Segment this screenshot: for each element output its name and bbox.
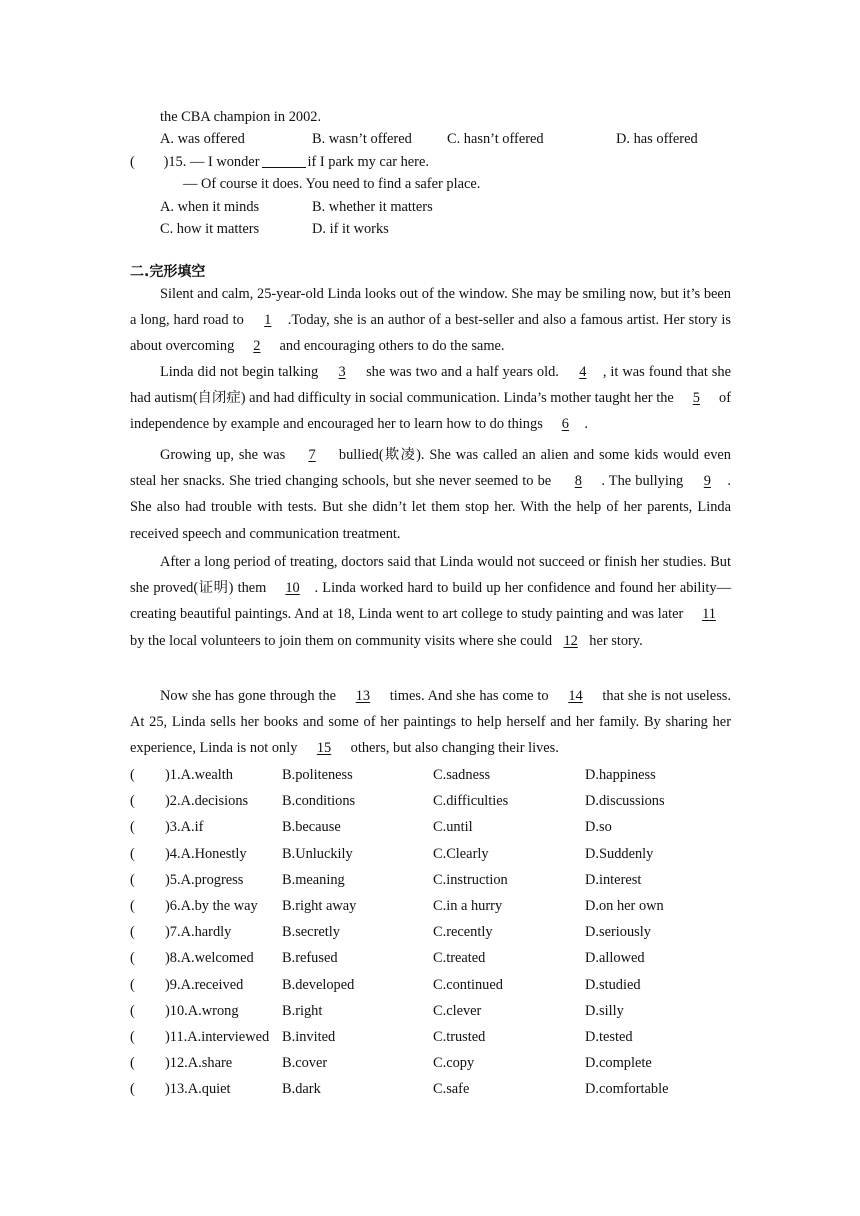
q15-option-a: A. when it minds <box>160 199 260 215</box>
blank-4: 4 <box>579 364 587 380</box>
q15-stem <box>130 153 429 171</box>
q14-option-d: D. has offered <box>616 131 698 147</box>
choice-option-d: D.tested <box>585 1029 633 1045</box>
choice-option-d: D.discussions <box>585 793 665 810</box>
choice-option-a: )13.A.quiet <box>165 1081 231 1098</box>
q15-option-d: D. if it works <box>312 221 389 237</box>
blank-13: 13 <box>355 688 371 704</box>
choice-option-c: C.trusted <box>433 1029 486 1045</box>
choice-paren: ( <box>130 1081 135 1098</box>
blank-3: 3 <box>338 364 346 380</box>
q14-option-b: B. wasn’t offered <box>312 131 412 147</box>
passage-text: bullied(欺凌). She was called an alien and some kids would even steal her snacks. She tried changing schools, but she never seemed to be <box>130 447 731 490</box>
choice-option-a: )1.A.wealth <box>165 767 233 783</box>
passage-text: by the local volunteers to join them on community visits where she could <box>130 632 556 649</box>
choice-option-d: D.on her own <box>585 898 664 914</box>
choice-option-b: B.developed <box>282 976 355 993</box>
choice-option-c: C.Clearly <box>433 845 489 862</box>
choice-option-a: )7.A.hardly <box>165 924 232 941</box>
choice-paren: ( <box>130 976 135 993</box>
choice-option-c: C.instruction <box>433 871 508 888</box>
blank-1: 1 <box>264 312 272 329</box>
choice-option-c: C.safe <box>433 1081 470 1098</box>
choice-option-d: D.so <box>585 819 612 836</box>
choice-option-d: D.interest <box>585 871 642 888</box>
choice-option-a: )5.A.progress <box>165 871 244 888</box>
choice-option-c: C.sadness <box>433 767 491 783</box>
choice-option-b: B.conditions <box>282 793 356 810</box>
choice-option-d: D.happiness <box>585 767 656 783</box>
choice-option-d: D.comfortable <box>585 1081 669 1098</box>
passage-text: After a long period of treating, doctors said that Linda would not succeed or finish her studies. But she proved(证明) them <box>130 554 731 597</box>
choice-option-c: C.difficulties <box>433 793 509 810</box>
choice-option-d: D.silly <box>585 1002 624 1019</box>
q15-after-blank: if I park my car here. <box>307 154 429 170</box>
passage-text: of independence by example and encouraged her to learn how to do things <box>130 390 731 433</box>
choice-paren: ( <box>130 898 135 914</box>
choice-option-b: B.secretly <box>282 924 340 941</box>
passage-text: she was two and a half years old. <box>362 364 563 380</box>
blank-14: 14 <box>568 688 583 704</box>
choice-option-d: D.seriously <box>585 924 651 941</box>
choice-option-c: C.until <box>433 819 473 836</box>
choice-option-a: )2.A.decisions <box>165 793 249 810</box>
q15-paren-prompt: ( )15. — I wonder <box>130 154 260 170</box>
choice-paren: ( <box>130 924 135 941</box>
choice-paren: ( <box>130 819 135 836</box>
choice-option-a: )6.A.by the way <box>165 898 258 914</box>
passage-text: times. And she has come to <box>385 688 553 704</box>
choice-option-c: C.copy <box>433 1055 475 1072</box>
passage-paragraph-2 <box>130 359 731 438</box>
choice-paren: ( <box>130 1029 135 1045</box>
choice-paren: ( <box>130 871 135 888</box>
choice-option-a: )9.A.received <box>165 976 244 993</box>
passage-text: others, but also changing their lives. <box>347 740 559 757</box>
passage-text: . Linda worked hard to build up her confidence and found her ability—creating beautiful paintings. And at 18, Linda went to art college to study painting and was later <box>130 580 731 623</box>
choice-option-b: B.because <box>282 819 341 836</box>
blank-2: 2 <box>253 338 261 355</box>
choice-option-b: B.dark <box>282 1081 321 1098</box>
blank-7: 7 <box>308 447 316 463</box>
choice-paren: ( <box>130 1055 135 1072</box>
choice-paren: ( <box>130 793 135 810</box>
passage-paragraph-1 <box>130 281 731 360</box>
choice-option-a: )11.A.interviewed <box>165 1029 270 1045</box>
choice-option-a: )12.A.share <box>165 1055 233 1072</box>
passage-paragraph-4 <box>130 549 731 654</box>
blank-10: 10 <box>285 580 300 597</box>
choice-option-c: C.clever <box>433 1002 482 1019</box>
passage-text: Linda did not begin talking <box>160 364 323 380</box>
blank-5: 5 <box>692 390 700 407</box>
passage-text: that she is not useless. At 25, Linda sells her books and some of her paintings to help herself and her family. By sharing her experience, Linda is not only <box>130 688 731 757</box>
passage-paragraph-3 <box>130 442 731 547</box>
q14-option-c: C. hasn’t offered <box>447 131 544 147</box>
passage-text: . <box>584 416 588 433</box>
blank-15: 15 <box>316 740 332 757</box>
choice-option-a: )8.A.welcomed <box>165 950 254 967</box>
choice-option-d: D.studied <box>585 976 641 993</box>
choice-paren: ( <box>130 950 135 967</box>
blank-11: 11 <box>702 606 716 623</box>
q15-option-b: B. whether it matters <box>312 199 433 215</box>
choice-option-d: D.Suddenly <box>585 845 654 862</box>
passage-text: Silent and calm, 25-year-old Linda looks out of the window. She may be smiling now, but it’s been a long, hard road to <box>130 286 731 329</box>
choice-option-b: B.right <box>282 1002 323 1019</box>
q14-option-a: A. was offered <box>160 131 245 147</box>
choice-option-b: B.meaning <box>282 871 345 888</box>
q15-option-c: C. how it matters <box>160 221 260 237</box>
choice-option-b: B.Unluckily <box>282 845 353 862</box>
choice-option-c: C.in a hurry <box>433 898 503 914</box>
passage-text: , it was found that she had autism(自闭症) and had difficulty in social communication. Linda’s mother taught her the <box>130 364 731 407</box>
passage-text: Now she has gone through the <box>160 688 340 704</box>
choice-option-a: )4.A.Honestly <box>165 845 247 862</box>
q15-answer-blank <box>262 153 306 168</box>
choice-paren: ( <box>130 767 135 783</box>
q15-reply: — Of course it does. You need to find a safer place. <box>183 176 481 192</box>
choice-option-b: B.refused <box>282 950 338 967</box>
passage-text: Growing up, she was <box>160 447 291 463</box>
section-title: 二.完形填空 <box>130 264 206 280</box>
choice-option-c: C.continued <box>433 976 503 993</box>
passage-text: and encouraging others to do the same. <box>275 338 505 355</box>
q14-stem-tail: the CBA champion in 2002. <box>160 109 322 125</box>
choice-paren: ( <box>130 1002 135 1019</box>
passage-text: her story. <box>585 632 643 649</box>
choice-option-d: D.allowed <box>585 950 645 967</box>
choice-option-a: )10.A.wrong <box>165 1002 239 1019</box>
choice-option-a: )3.A.if <box>165 819 204 836</box>
passage-text: . The bullying <box>601 473 688 490</box>
choice-option-b: B.politeness <box>282 767 353 783</box>
passage-paragraph-5 <box>130 683 731 762</box>
blank-9: 9 <box>703 473 711 490</box>
blank-8: 8 <box>574 473 582 490</box>
choice-option-b: B.invited <box>282 1029 336 1045</box>
choice-option-b: B.cover <box>282 1055 328 1072</box>
choice-option-c: C.recently <box>433 924 493 941</box>
passage-text: . She also had trouble with tests. But she didn’t let them stop her. With the help of her parents, Linda received speech and communication treatment. <box>130 473 731 542</box>
choice-paren: ( <box>130 845 135 862</box>
choice-option-b: B.right away <box>282 898 357 914</box>
choice-option-d: D.complete <box>585 1055 652 1072</box>
passage-text: .Today, she is an author of a best-seller and also a famous artist. Her story is about overcoming <box>130 312 731 355</box>
blank-12: 12 <box>563 632 578 649</box>
choice-option-c: C.treated <box>433 950 486 967</box>
blank-6: 6 <box>561 416 569 433</box>
